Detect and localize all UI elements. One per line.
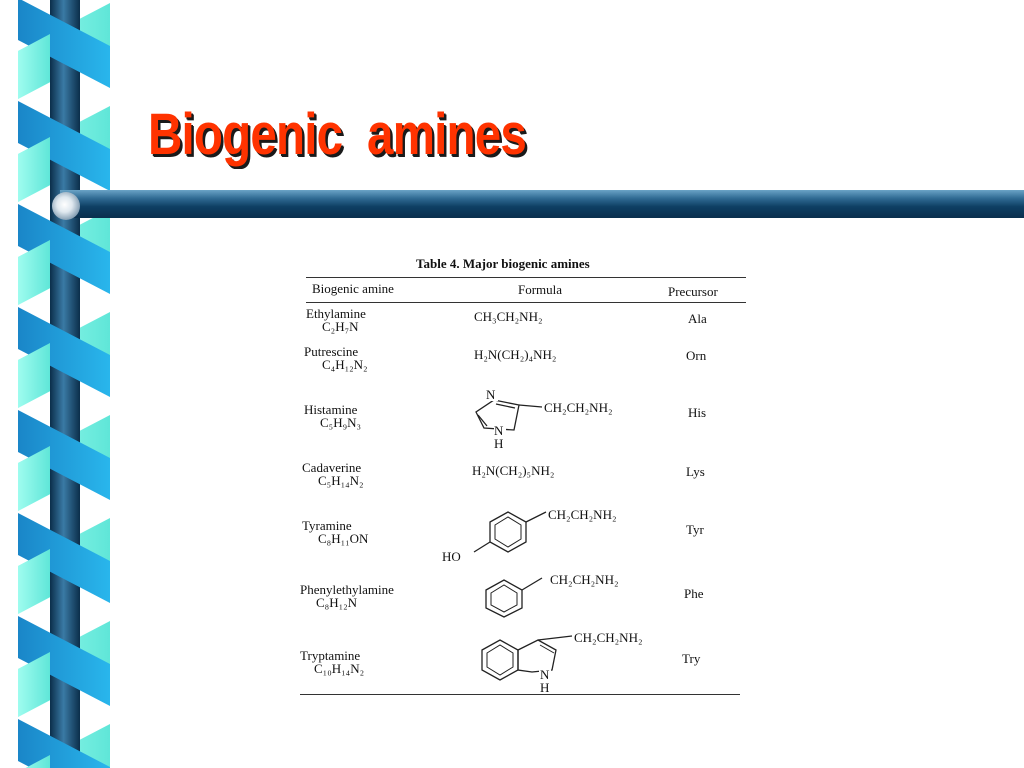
header-formula: Formula [518, 282, 563, 297]
row-chain-phenylethylamine: CH₂CH₂NH₂ [550, 572, 619, 587]
header-precursor: Precursor [668, 284, 718, 299]
row-chain-tryptamine: CH₂CH₂NH₂ [574, 630, 643, 645]
row-formula-putrescine: H₂N(CH₂)₄NH₂ [474, 347, 557, 362]
row-molformula-tryptamine: C₁₀H₁₄N₂ [314, 661, 365, 676]
row-name-putrescine: Putrescine [304, 344, 359, 359]
row-molformula-putrescine: C₄H₁₂N₂ [322, 357, 368, 372]
tryptamine-n-label: N [540, 667, 550, 682]
row-name-phenylethylamine: Phenylethylamine [300, 582, 394, 597]
row-precursor-ethylamine: Ala [688, 311, 707, 326]
row-molformula-phenylethylamine: C₈H₁₂N [316, 595, 358, 610]
histamine-n3-label: N [494, 423, 504, 438]
header-bottom-rule [306, 302, 746, 303]
row-formula-cadaverine: H₂N(CH₂)₅NH₂ [472, 463, 555, 478]
histamine-h-label: H [494, 436, 504, 450]
row-precursor-putrescine: Orn [686, 348, 707, 363]
table-top-rule [306, 277, 746, 278]
tyramine-ho-label: HO [442, 549, 461, 564]
tryptamine-h-label: H [540, 680, 550, 694]
histamine-structure [464, 384, 654, 450]
row-name-ethylamine: Ethylamine [306, 306, 366, 321]
row-chain-tyramine: CH₂CH₂NH₂ [548, 507, 617, 522]
row-molformula-cadaverine: C₅H₁₄N₂ [318, 473, 364, 488]
row-name-cadaverine: Cadaverine [302, 460, 362, 475]
row-molformula-histamine: C₅H₉N₃ [320, 415, 362, 430]
row-name-tyramine: Tyramine [302, 518, 352, 533]
row-molformula-tyramine: C₈H₁₁ON [318, 531, 369, 546]
row-molformula-ethylamine: C₂H₇N [322, 319, 359, 334]
row-formula-ethylamine: CH₃CH₂NH₂ [474, 309, 543, 324]
decorative-ribbon [0, 0, 115, 768]
table-bottom-rule [300, 694, 740, 695]
header-biogenic-amine: Biogenic amine [312, 281, 394, 296]
tyramine-structure [436, 506, 666, 566]
row-chain-histamine: CH₂CH₂NH₂ [544, 400, 613, 415]
slide-title: Biogenic amines [148, 102, 527, 167]
table-caption: Table 4. Major biogenic amines [416, 256, 590, 271]
row-precursor-histamine: His [688, 405, 707, 420]
title-divider-bar [60, 190, 1024, 218]
row-precursor-phenylethylamine: Phe [684, 586, 704, 601]
row-name-histamine: Histamine [304, 402, 358, 417]
row-name-tryptamine: Tryptamine [300, 648, 361, 663]
biogenic-amines-table [296, 252, 750, 698]
phenylethylamine-structure [476, 570, 676, 618]
histamine-n1-label: N [486, 387, 496, 402]
row-precursor-tyramine: Tyr [686, 522, 704, 537]
tryptamine-structure [476, 628, 686, 694]
row-precursor-tryptamine: Try [682, 651, 701, 666]
row-precursor-cadaverine: Lys [686, 464, 705, 479]
divider-knob [52, 192, 80, 220]
